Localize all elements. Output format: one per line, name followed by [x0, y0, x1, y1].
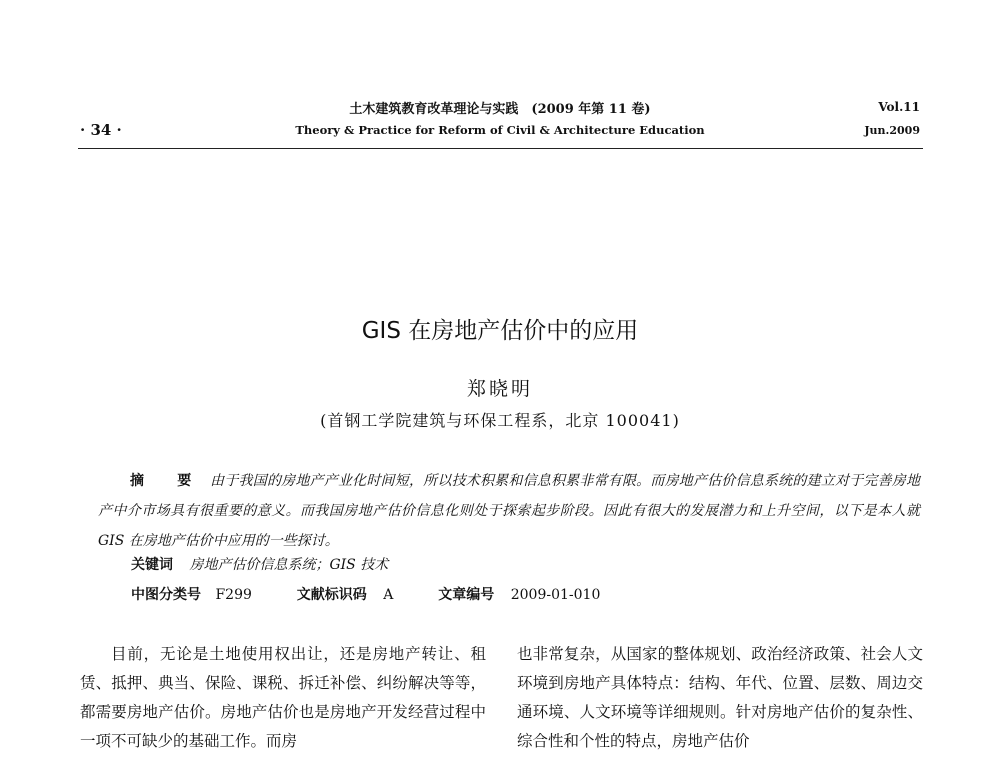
doc-code-label: 文献标识码	[296, 587, 367, 603]
abstract-text: 由于我国的房地产产业化时间短，所以技术积累和信息积累非常有限。而房地产估价信息系统的建立对于完善房地产中介市场具有很重要的意义。而我国房地产估价信息化则处于探索起步阶段。因此有很大的发展潜力和上升空间，以下是本人就 GIS 在房地产估价中应用的一些探讨。	[98, 473, 921, 549]
body-column-left	[80, 640, 486, 756]
article-title: GIS 在房地产估价中的应用	[361, 318, 639, 344]
article-no-label: 文章编号	[438, 587, 495, 603]
keywords-line	[131, 554, 388, 574]
header-rule	[78, 148, 923, 149]
body-text-right: 也非常复杂，从国家的整体规划、政治经济政策、社会人文环境到房地产具体特点：结构、年代、位置、层数、周边交通环境、人文环境等详细规则。针对房地产估价的复杂性、综合性和个性的特点，房地产估价	[517, 645, 923, 750]
body-column-right	[517, 640, 923, 756]
doc-code-value: A	[383, 587, 394, 603]
abstract-block	[98, 466, 920, 556]
keywords-label: 关键词	[131, 557, 173, 573]
journal-title-en: Theory & Practice for Reform of Civil & Architecture Education	[295, 123, 705, 137]
issue-date: Jun.2009	[864, 124, 920, 137]
article-no-value: 2009-01-010	[510, 587, 601, 603]
clc-value: F299	[215, 587, 252, 603]
author-affiliation: (首钢工学院建筑与环保工程系，北京 100041)	[320, 411, 680, 430]
keywords-text: 房地产估价信息系统；GIS 技术	[189, 557, 389, 573]
abstract-paragraph	[98, 466, 920, 556]
volume-label: Vol.11	[878, 100, 920, 114]
author-name: 郑晓明	[466, 378, 533, 400]
clc-label: 中图分类号	[131, 587, 201, 603]
body-text-left: 目前，无论是土地使用权出让，还是房地产转让、租赁、抵押、典当、保险、课税、拆迁补偿、纠纷解决等等，都需要房地产估价。房地产估价也是房地产开发经营过程中一项不可缺少的基础工作。而房	[80, 645, 486, 750]
abstract-label: 摘 要	[130, 473, 206, 489]
journal-title-cn: 土木建筑教育改革理论与实践 (2009 年第 11 卷)	[349, 102, 651, 117]
page-number: · 34 ·	[80, 121, 122, 139]
classification-line	[131, 584, 600, 604]
